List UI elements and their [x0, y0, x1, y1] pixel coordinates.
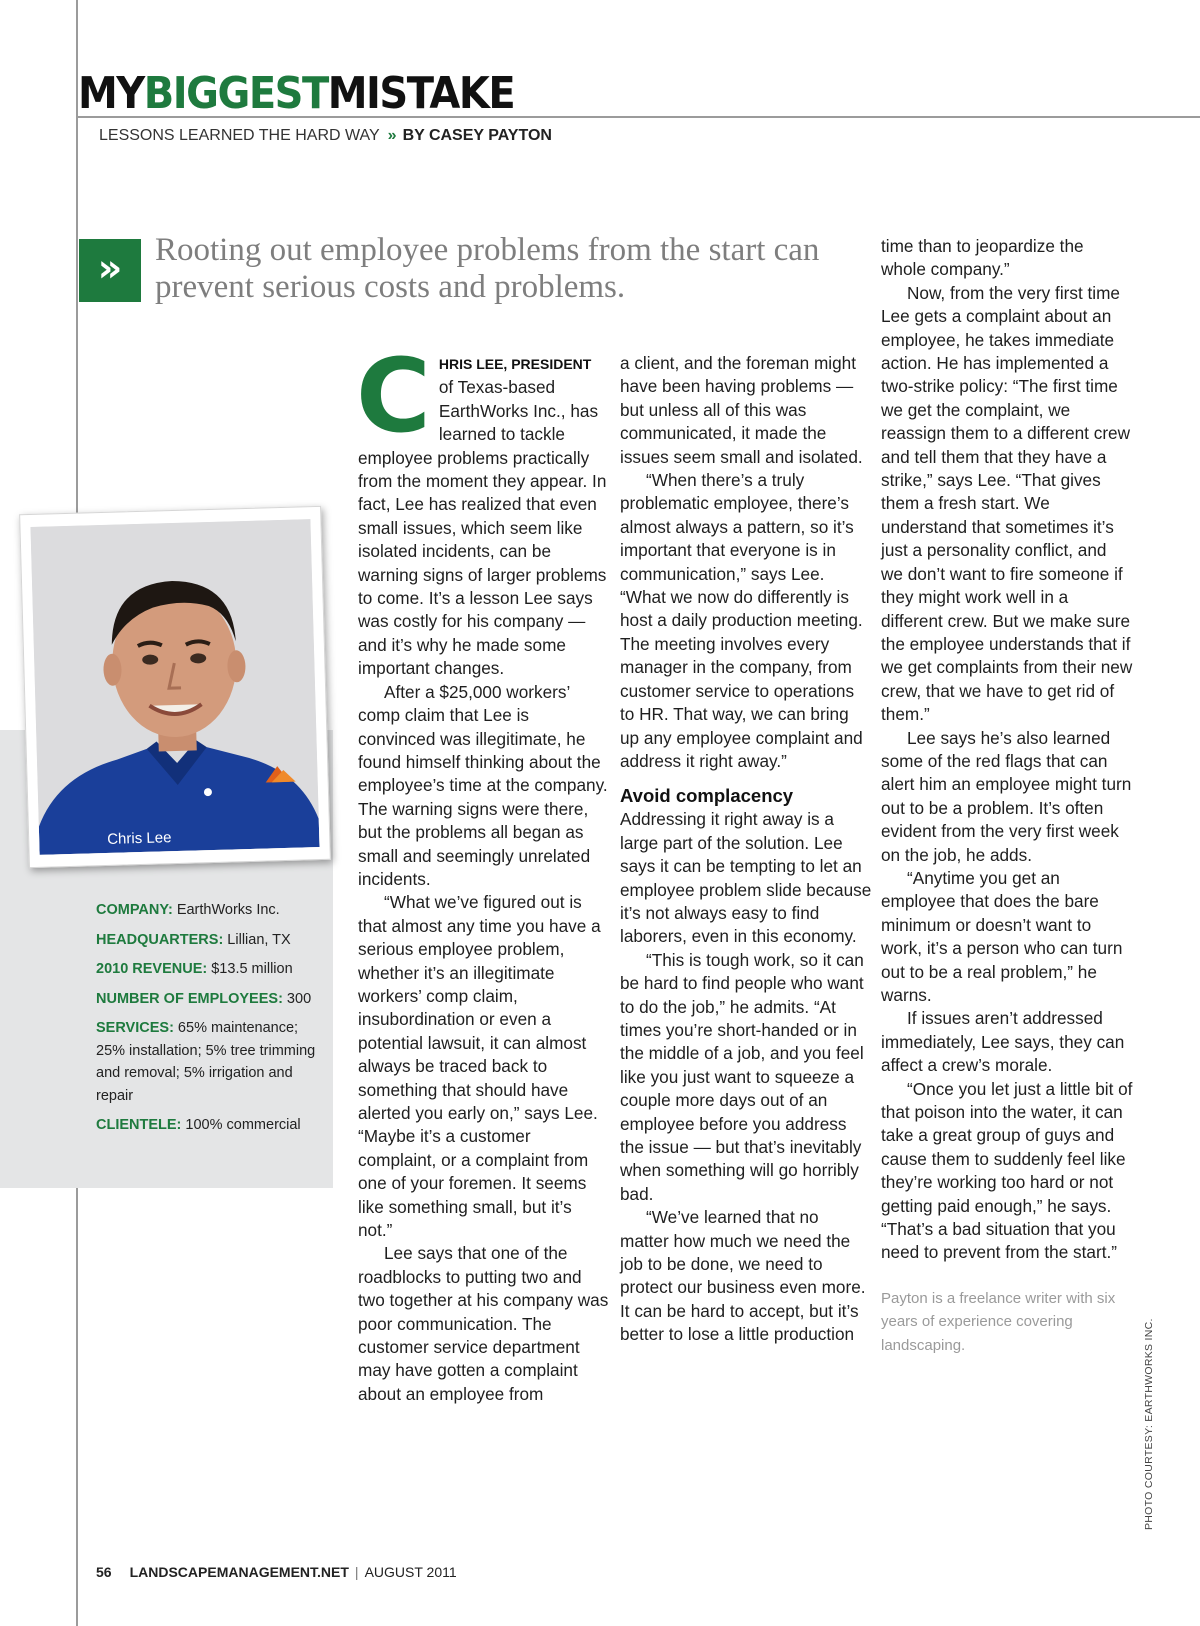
- fact-employees: NUMBER OF EMPLOYEES: 300: [96, 990, 312, 1007]
- fact-revenue: 2010 REVENUE: $13.5 million: [96, 961, 293, 977]
- kicker-line: [99, 126, 552, 146]
- article-paragraph: “Anytime you get an employee that does the bare minimum or doesn’t want to work, it’s a person who can turn out to be a real problem,” he warns.: [881, 867, 1123, 1005]
- article-paragraph: a client, and the foreman might have been having problems — but unless all of this was communicated, it made the issues seem small and isolated.: [620, 353, 863, 467]
- fact-headquarters: HEADQUARTERS: Lillian, TX: [96, 931, 291, 948]
- portrait-illustration: [30, 519, 319, 855]
- photo-caption: Chris Lee: [106, 829, 172, 848]
- article-paragraph: time than to jeopardize the whole company.”: [881, 236, 1084, 280]
- deck-subtitle: Rooting out employee problems from the start can prevent serious costs and problems.: [155, 232, 820, 305]
- fact-services: SERVICES: 65% maintenance; 25% installation; 5% tree trimming and removal; 5% irrigation and repair: [96, 1020, 316, 1104]
- lead-in: HRIS LEE, PRESIDENT: [438, 356, 592, 372]
- double-chevron-right-icon: »: [79, 239, 141, 302]
- article-column-2: [620, 352, 872, 1347]
- article-paragraph: Now, from the very first time Lee gets a complaint about an employee, he takes immediate action. He has implemented a two-strike policy: “The first time we get the complaint, we reassign them to a different crew and tell them that they have a strike,” says Lee. “That gives them a fresh start. We understand that sometimes it’s just a personality conflict, and we don’t want to fire someone if they might work well in a different crew. But we make sure the employee understands that if we get complaints from their new crew, that we have to get rid of them.”: [881, 282, 1133, 725]
- article-column-3: [881, 235, 1133, 1357]
- article-paragraph: Lee says that one of the roadblocks to putting two and two together at his company was poor communication. The customer service department may have gotten a complaint about an employee from: [358, 1243, 609, 1404]
- title-part-my: MY: [78, 69, 144, 119]
- fact-company: COMPANY: EarthWorks Inc.: [96, 902, 280, 918]
- fact-clientele: CLIENTELE: 100% commercial: [96, 1117, 301, 1133]
- author-bio: Payton is a freelance writer with six years of experience covering landscaping.: [881, 1289, 1116, 1354]
- portrait-photo-frame: [19, 506, 331, 868]
- article-paragraph: “This is tough work, so it can be hard to find people who want to do the job,” he admits. “At times you’re short-handed or in the middle of a job, and you feel like you just want to squeeze a couple more days out of an employee before you address the issue — but that’s inevitably when something will go horribly bad.: [620, 949, 864, 1204]
- article-column-1: [356, 337, 610, 1406]
- page-footer: [96, 1564, 457, 1580]
- article-paragraph: Addressing it right away is a large part of the solution. Lee says it can be tempting to let an employee problem slide because it’s not always easy to find laborers, even in this economy.: [620, 809, 872, 947]
- footer-issue: AUGUST 2011: [364, 1564, 457, 1580]
- article-paragraph: CHRIS LEE, PRESIDENT of Texas-based EarthWorks Inc., has learned to tackle employee problems practically from the moment they appear. In fact, Lee has realized that even small issues, which seem like isolated incidents, can be warning signs of larger problems to come. It’s a lesson Lee says was costly for his company — and it’s why he made some important changes.: [356, 337, 607, 679]
- article-paragraph: “When there’s a truly problematic employee, there’s almost always a pattern, so it’s important that everyone is in communication,” says Lee. “What we now do differently is host a daily production meeting. The meeting involves every manager in the company, from customer service to operations to HR. That way, we can bring up any employee complaint and address it right away.”: [620, 470, 863, 771]
- page-number: 56: [96, 1564, 112, 1580]
- article-paragraph: If issues aren’t addressed immediately, Lee says, they can affect a crew’s morale.: [881, 1008, 1125, 1076]
- photo-credit: PHOTO COURTESY: EARTHWORKS INC.: [1143, 1318, 1155, 1530]
- article-paragraph: “Once you let just a little bit of that poison into the water, it can take a great group of guys and cause them to suddenly feel like they’re working too hard or not getting paid enough,” he says. “That’s a bad situation that you need to prevent from the start.”: [881, 1078, 1133, 1263]
- article-paragraph: “We’ve learned that no matter how much we need the job to be done, we need to protect our business even more. It can be hard to accept, but it’s better to lose a little production: [620, 1207, 866, 1345]
- double-chevron-right-icon: »: [387, 127, 397, 144]
- kicker-text: LESSONS LEARNED THE HARD WAY: [99, 127, 380, 144]
- subheading: Avoid complacency: [620, 785, 794, 807]
- footer-separator: |: [354, 1564, 359, 1580]
- portrait-photo: [30, 519, 319, 855]
- article-paragraph: After a $25,000 workers’ comp claim that Lee is convinced was illegitimate, he found himself thinking about the employee’s time at the company. The warning signs were there, but the problems all began as small and seemingly unrelated incidents.: [358, 681, 608, 889]
- title-part-biggest: BIGGEST: [143, 69, 328, 119]
- footer-site: LANDSCAPEMANAGEMENT.NET: [129, 1564, 349, 1580]
- section-title: [78, 66, 514, 122]
- byline: BY CASEY PAYTON: [402, 127, 552, 144]
- company-facts: [96, 899, 328, 1144]
- article-paragraph: “What we’ve figured out is that almost any time you have a serious employee problem, whether it’s an illegitimate workers’ comp claim, insubordination or even a potential lawsuit, it can almost always be traced back to something that should have alerted you early on,” says Lee. “Maybe it’s a customer complaint, or a complaint from one of your foremen. It seems like something small, but it’s not.”: [358, 892, 601, 1241]
- article-paragraph: Lee says he’s also learned some of the red flags that can alert him an employee might turn out to be a problem. It’s often evident from the very first week on the job, he adds.: [881, 727, 1132, 865]
- title-part-mistake: MISTAKE: [327, 69, 515, 119]
- drop-cap: C: [356, 337, 431, 456]
